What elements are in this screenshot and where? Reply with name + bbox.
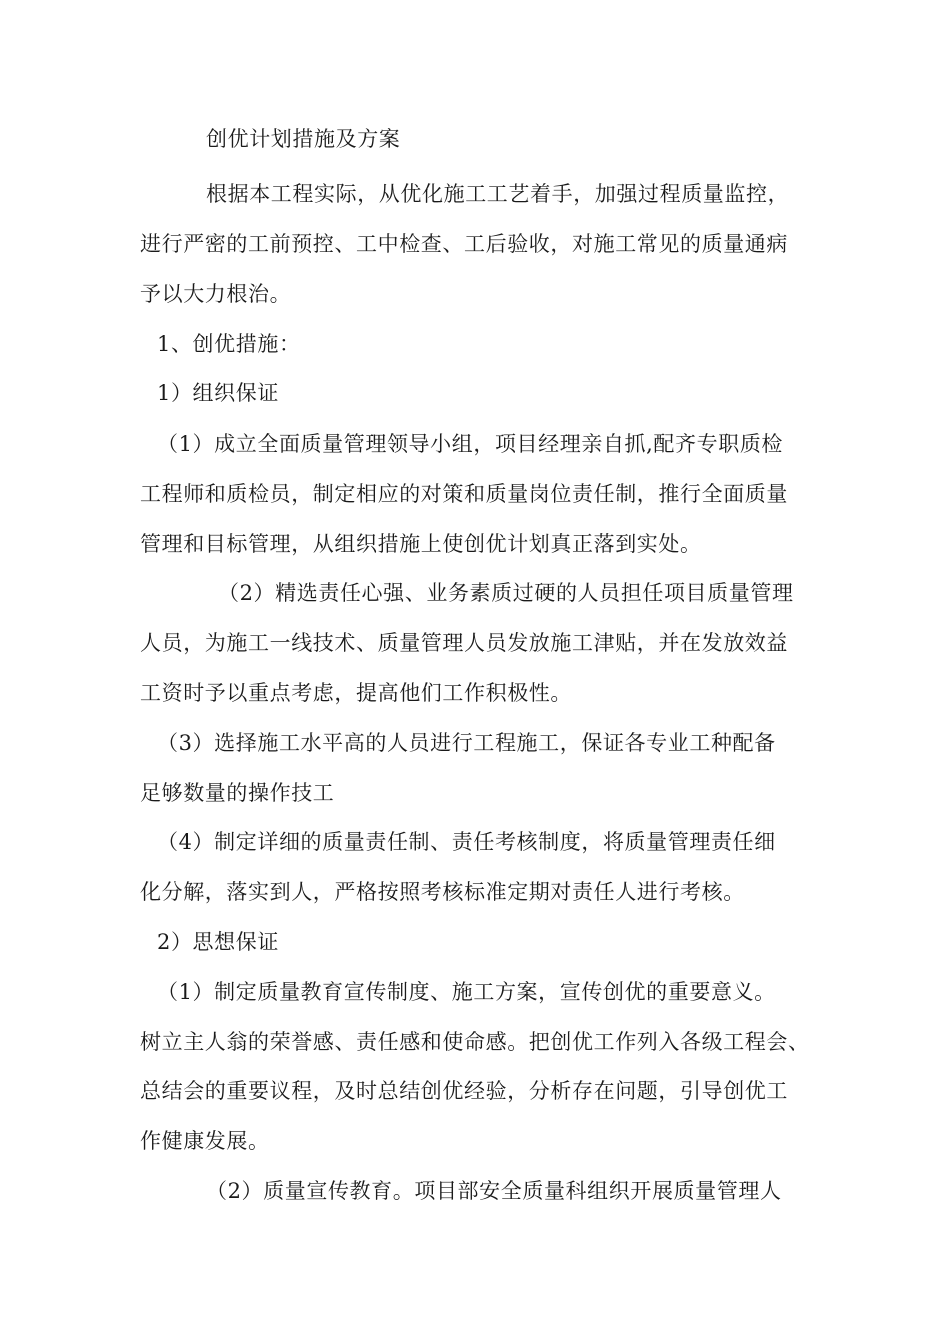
paragraph-line: 管理和目标管理，从组织措施上使创优计划真正落到实处。 bbox=[140, 532, 702, 556]
paragraph-line: （1）成立全面质量管理领导小组，项目经理亲自抓,配齐专职质检 bbox=[157, 432, 784, 456]
paragraph-line: 足够数量的操作技工 bbox=[140, 781, 335, 805]
paragraph-line: 工资时予以重点考虑，提高他们工作积极性。 bbox=[140, 681, 572, 705]
paragraph-line: （3）选择施工水平高的人员进行工程施工，保证各专业工种配备 bbox=[157, 731, 776, 755]
paragraph-line: 作健康发展。 bbox=[140, 1129, 270, 1153]
paragraph-line: 总结会的重要议程，及时总结创优经验，分析存在问题，引导创优工 bbox=[140, 1079, 788, 1103]
subsection-heading: 2）思想保证 bbox=[157, 930, 279, 954]
paragraph-line: 工程师和质检员，制定相应的对策和质量岗位责任制，推行全面质量 bbox=[140, 482, 788, 506]
paragraph-line: 根据本工程实际，从优化施工工艺着手，加强过程质量监控， bbox=[206, 182, 790, 206]
section-heading: 1、创优措施： bbox=[157, 332, 301, 356]
paragraph-line: 予以大力根治。 bbox=[140, 282, 292, 306]
paragraph-line: （2）质量宣传教育。项目部安全质量科组织开展质量管理人 bbox=[206, 1179, 782, 1203]
paragraph-line: 树立主人翁的荣誉感、责任感和使命感。把创优工作列入各级工程会、 bbox=[140, 1030, 810, 1054]
document-title: 创优计划措施及方案 bbox=[206, 127, 401, 151]
paragraph-line: 进行严密的工前预控、工中检查、工后验收，对施工常见的质量通病 bbox=[140, 232, 788, 256]
paragraph-line: （4）制定详细的质量责任制、责任考核制度，将质量管理责任细 bbox=[157, 830, 776, 854]
paragraph-line: （1）制定质量教育宣传制度、施工方案，宣传创优的重要意义。 bbox=[157, 980, 776, 1004]
paragraph-line: （2）精选责任心强、业务素质过硬的人员担任项目质量管理 bbox=[218, 581, 794, 605]
subsection-heading: 1）组织保证 bbox=[157, 381, 279, 405]
paragraph-line: 化分解，落实到人，严格按照考核标准定期对责任人进行考核。 bbox=[140, 880, 745, 904]
paragraph-line: 人员，为施工一线技术、质量管理人员发放施工津贴，并在发放效益 bbox=[140, 631, 788, 655]
